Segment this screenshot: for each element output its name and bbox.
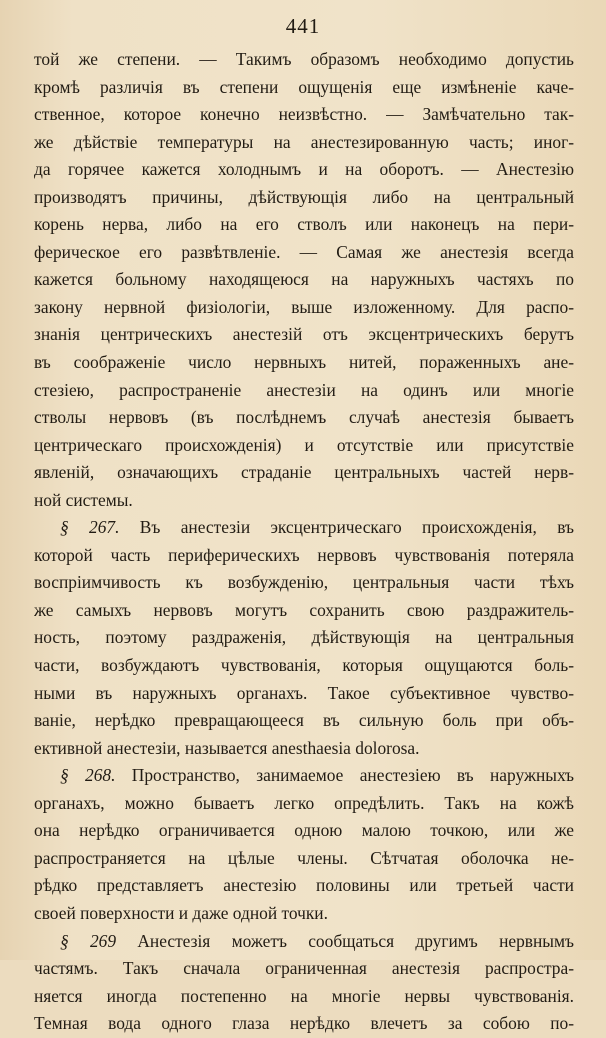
line-text: няется иногда постепенно на многіе нервы чувствованія. (34, 985, 574, 1006)
line-text: явленій, означающихъ страданіе центральныхъ частей нерв- (34, 462, 574, 483)
line-text: она нерѣдко ограничивается одною малою точкою, или же (34, 820, 574, 841)
line-text: стволы нервовъ (въ послѣднемъ случаѣ анестезія бываетъ (34, 407, 574, 428)
text-line (34, 707, 574, 735)
line-text: той же степени. — Такимъ образомъ необходимо допустиь (34, 49, 574, 69)
line-text: ективной анестезіи, называется anesthaesia dolorosa. (34, 737, 420, 758)
section-number: § 268. (60, 765, 116, 786)
section-first-line (34, 514, 574, 542)
line-text: которой часть периферическихъ нервовъ чувствованія потеряла (34, 544, 574, 565)
line-text: въ соображеніе число нервныхъ нитей, пораженныхъ ане- (34, 352, 574, 373)
text-line (34, 597, 574, 625)
text-line (34, 294, 574, 322)
line-text: кромѣ различія въ степени ощущенія еще измѣненіе каче- (34, 76, 574, 97)
text-line (34, 349, 574, 377)
text-line (34, 184, 574, 212)
text-line (34, 624, 574, 652)
text-line (34, 101, 574, 129)
line-text: ственное, которое конечно неизвѣстно. — Замѣчательно так- (34, 104, 574, 125)
line-text: Пространство, занимаемое анестезіею въ наружныхъ (115, 765, 574, 786)
text-line (34, 487, 574, 515)
line-text: Въ анестезіи эксцентрическаго происхожденія, въ (119, 517, 574, 538)
line-text: центрическаго происхожденія) и отсутствіе или присутствіе (34, 434, 574, 455)
line-text: стезіею, распространеніе анестезіи на одинъ или многіе (34, 379, 574, 400)
text-line (34, 459, 574, 487)
text-line (34, 211, 574, 239)
text-line (34, 321, 574, 349)
line-text: органахъ, можно бываетъ легко опредѣлить. Такъ на кожѣ (34, 792, 574, 813)
line-text: же дѣйствіе температуры на анестезированную часть; иног- (34, 131, 574, 152)
text-line (34, 239, 574, 267)
text-line (34, 817, 574, 845)
text-line (34, 1010, 574, 1038)
line-text: ваніе, нерѣдко превращающееся въ сильную боль при объ- (34, 710, 574, 731)
text-line (34, 790, 574, 818)
section-number: § 267. (60, 517, 120, 538)
text-line (34, 680, 574, 708)
line-text: кажется больному находящеюся на наружныхъ частяхъ по (34, 269, 574, 290)
line-text: корень нерва, либо на его стволъ или наконецъ на пери- (34, 214, 574, 235)
line-text: части, возбуждаютъ чувствованія, которыя ощущаются боль- (34, 655, 574, 676)
text-line (34, 542, 574, 570)
text-line (34, 46, 574, 74)
line-text: закону нервной физіологіи, выше изложенному. Для распо- (34, 296, 574, 317)
line-text: знанія центрическихъ анестезій отъ эксцентрическихъ берутъ (34, 324, 574, 345)
line-text: ность, поэтому раздраженія, дѣйствующія на центральныя (34, 627, 574, 648)
line-text: распространяется на цѣлые члены. Сѣтчатая оболочка не- (34, 847, 574, 868)
line-text: ной системы. (34, 489, 133, 510)
text-line (34, 652, 574, 680)
text-line (34, 955, 574, 983)
line-text: своей поверхности и даже одной точки. (34, 902, 328, 923)
text-line (34, 377, 574, 405)
text-line (34, 845, 574, 873)
text-line (34, 266, 574, 294)
text-line (34, 74, 574, 102)
text-line (34, 432, 574, 460)
text-line (34, 872, 574, 900)
line-text: же самыхъ нервовъ могутъ сохранить свою раздражитель- (34, 599, 574, 620)
line-text: ными въ наружныхъ органахъ. Такое субъективное чувство- (34, 682, 574, 703)
line-text: Анестезія можетъ сообщаться другимъ нервнымъ (116, 930, 574, 951)
text-line (34, 156, 574, 184)
line-text: ферическое его развѣтвленіе. — Самая же анестезія всегда (34, 241, 574, 262)
section-first-line (34, 928, 574, 956)
text-line (34, 404, 574, 432)
line-text: воспріимчивость къ возбужденію, центральныя части тѣхъ (34, 572, 574, 593)
line-text: производятъ причины, дѣйствующія либо на центральный (34, 186, 574, 207)
text-line (34, 983, 574, 1011)
line-text: да горячее кажется холоднымъ и на оборотъ. — Анестезію (34, 159, 574, 180)
section-first-line (34, 762, 574, 790)
text-line (34, 569, 574, 597)
text-line (34, 735, 574, 763)
line-text: Темная вода одного глаза нерѣдко влечетъ за собою по- (34, 1013, 574, 1034)
line-text: рѣдко представляетъ анестезію половины или третьей части (34, 875, 574, 896)
text-line (34, 129, 574, 157)
text-line (34, 900, 574, 928)
body-text (34, 46, 574, 1038)
page-number: 441 (285, 14, 321, 38)
line-text: частямъ. Такъ сначала ограниченная анестезія распростра- (34, 958, 574, 979)
section-number: § 269 (60, 930, 117, 951)
